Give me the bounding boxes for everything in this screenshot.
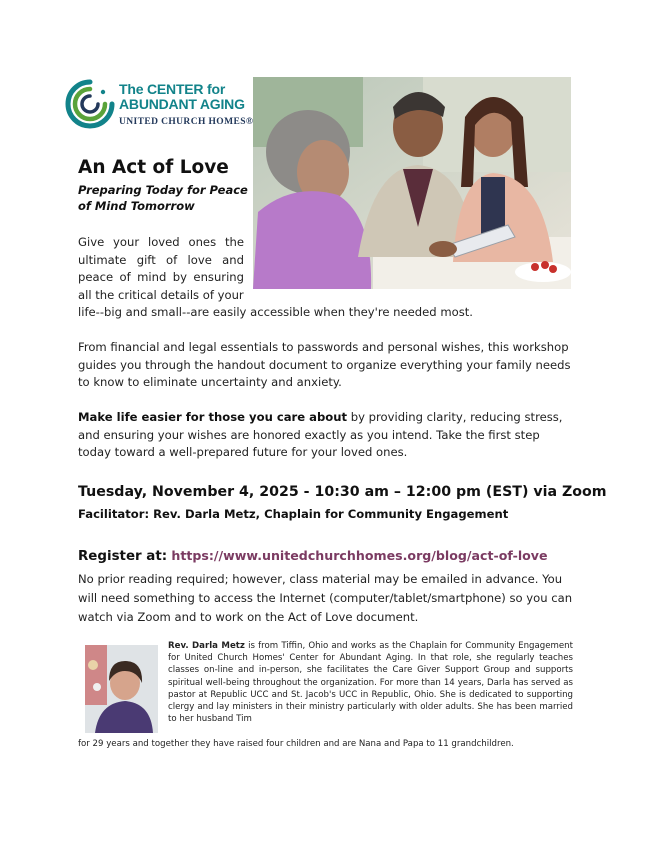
logo-line-3: UNITED CHURCH HOMES®: [119, 117, 254, 127]
call-to-action-paragraph: [78, 409, 575, 462]
cta-rest: by providing clarity, reducing stress, and ensuring your wishes are honored exactly as you intend. Take the first step today toward a well-prepared future for your loved ones.: [78, 410, 563, 460]
logo-line-1: The CENTER for: [119, 81, 226, 97]
bio-text: is from Tiffin, Ohio and works as the Chaplain for Community Engagement for United Church Homes' Center for Abundant Aging. In that role, she regularly teaches classes on-line and in-person, she facilitates the Care Giver Support Group and supports spiritual well-being throughout the organization. For more than 14 years, Darla has served as pastor at Republic UCC and St. Jacob's UCC in Republic, Ohio. She is dedicated to supporting clergy and lay ministers in their ministry particularly with older adults. She has been married to her husband Tim: [168, 641, 573, 725]
register-line: [78, 548, 548, 564]
intro-paragraph-part2: life--big and small--are easily accessible when they're needed most.: [78, 305, 473, 319]
swirl-logo-icon: [64, 78, 116, 130]
register-label: Register at:: [78, 549, 168, 564]
bio-paragraph: [168, 640, 573, 725]
register-link[interactable]: https://www.unitedchurchhomes.org/blog/act-of-love: [171, 548, 548, 563]
logo-line-2: ABUNDANT AGING: [119, 96, 245, 112]
hero-photo: [253, 77, 571, 289]
intro-paragraph-part1: Give your loved ones the ultimate gift of love and peace of mind by ensuring all the critical details of your: [78, 235, 244, 302]
event-datetime: Tuesday, November 4, 2025 - 10:30 am – 12:00 pm (EST) via Zoom: [78, 484, 607, 500]
portrait-photo: [85, 645, 158, 733]
event-facilitator: Facilitator: Rev. Darla Metz, Chaplain for Community Engagement: [78, 507, 509, 521]
page-subtitle: Preparing Today for Peace of Mind Tomorrow: [78, 183, 248, 213]
workshop-description: From financial and legal essentials to passwords and personal wishes, this workshop guides you through the handout document to organize everything your family needs to know to eliminate uncertainty and anxiety.: [78, 340, 571, 390]
organization-logo: [64, 78, 254, 134]
cta-bold-lead: Make life easier for those you care about: [78, 410, 348, 424]
bio-name: Rev. Darla Metz: [168, 641, 245, 651]
register-note: No prior reading required; however, class material may be emailed in advance. You will need something to access the Internet (computer/tablet/smartphone) so you can watch via Zoom and to work on the Act of Love document.: [78, 572, 573, 624]
page-title: An Act of Love: [78, 157, 229, 178]
bio-paragraph-end: for 29 years and together they have raised four children and are Nana and Papa to 11 grandchildren.: [78, 739, 514, 749]
